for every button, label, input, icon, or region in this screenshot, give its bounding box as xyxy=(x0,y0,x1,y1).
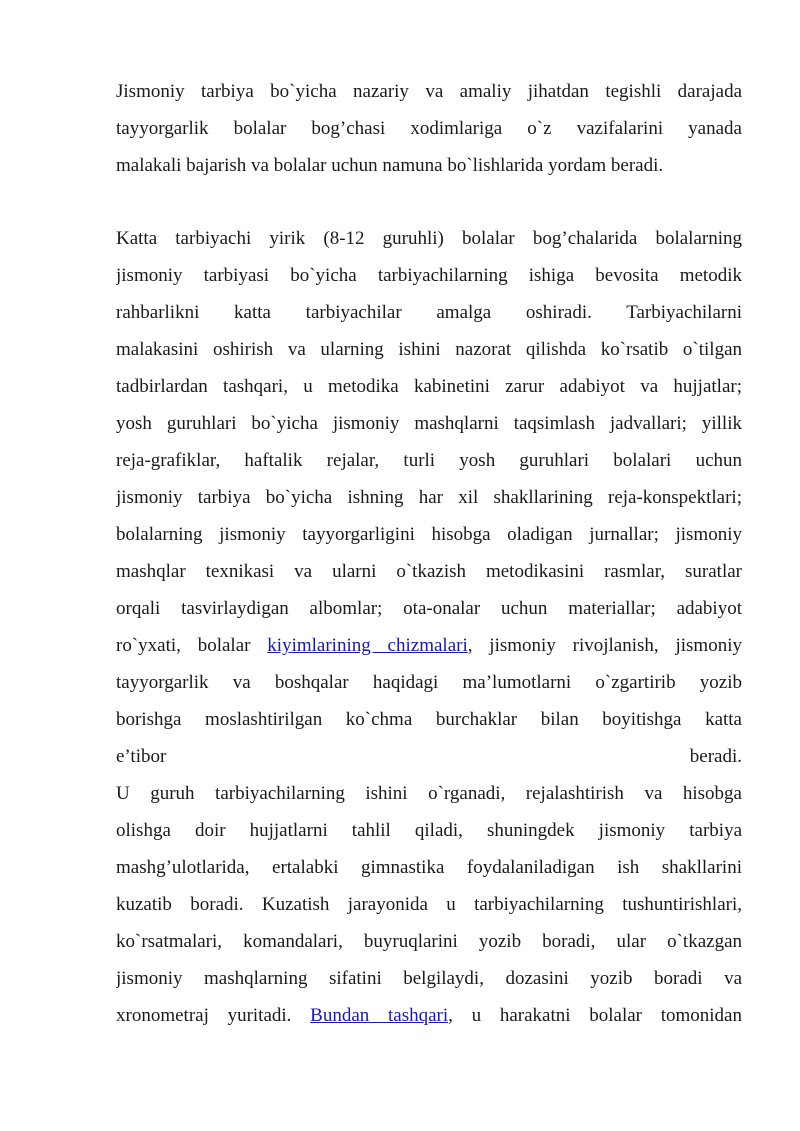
text-line: olishga doir hujjatlarni tahlil qiladi, shuningdek jismoniy tarbiya xyxy=(116,820,742,841)
text-line: ko`rsatmalari, komandalari, buyruqlarini yozib boradi, ular o`tkazgan xyxy=(116,931,742,952)
text-line: jismoniy tarbiyasi bo`yicha tarbiyachilarning ishiga bevosita metodik xyxy=(116,265,742,286)
text-line: Jismoniy tarbiya bo`yicha nazariy va amaliy jihatdan tegishli darajada xyxy=(116,81,742,102)
kiyimlarining-chizmalari-link[interactable]: kiyimlarining chizmalari xyxy=(267,635,468,656)
text-line: jismoniy mashqlarning sifatini belgilaydi, dozasini yozib boradi va xyxy=(116,968,742,989)
text-line-with-link xyxy=(116,997,742,1034)
text-line: kuzatib boradi. Kuzatish jarayonida u tarbiyachilarning tushuntirishlari, xyxy=(116,894,742,915)
text-segment: , jismoniy rivojlanish, jismoniy xyxy=(467,635,742,656)
paragraph-1 xyxy=(116,73,742,184)
text-line: orqali tasvirlaydigan albomlar; ota-onalar uchun materiallar; adabiyot xyxy=(116,598,742,619)
text-segment: ro`yxati, bolalar xyxy=(116,635,268,656)
bundan-tashqari-link[interactable]: Bundan tashqari xyxy=(310,1005,449,1026)
text-line-with-link xyxy=(116,627,742,664)
text-line: borishga moslashtirilgan ko`chma burchaklar bilan boyitishga katta xyxy=(116,709,742,730)
text-line: reja-grafiklar, haftalik rejalar, turli yosh guruhlari bolalari uchun xyxy=(116,450,742,471)
paragraph-2 xyxy=(116,220,742,775)
text-line: rahbarlikni katta tarbiyachilar amalga oshiradi. Tarbiyachilarni xyxy=(116,302,742,323)
text-line: bolalarning jismoniy tayyorgarligini hisobga oladigan jurnallar; jismoniy xyxy=(116,524,742,545)
text-line: Katta tarbiyachi yirik (8-12 guruhli) bolalar bog’chalarida bolalarning xyxy=(116,228,742,249)
text-line: malakali bajarish va bolalar uchun namuna bo`lishlarida yordam beradi. xyxy=(116,155,664,176)
text-line: tayyorgarlik va boshqalar haqidagi ma’lumotlarni o`zgartirib yozib xyxy=(116,672,742,693)
text-segment: xronometraj yuritadi. xyxy=(116,1005,311,1026)
text-line: U guruh tarbiyachilarning ishini o`rganadi, rejalashtirish va hisobga xyxy=(116,783,742,804)
text-line: malakasini oshirish va ularning ishini nazorat qilishda ko`rsatib o`tilgan xyxy=(116,339,742,360)
text-segment: , u harakatni bolalar tomonidan xyxy=(448,1005,742,1026)
paragraph-3 xyxy=(116,775,742,1034)
text-line: yosh guruhlari bo`yicha jismoniy mashqlarni taqsimlash jadvallari; yillik xyxy=(116,413,742,434)
text-line: tayyorgarlik bolalar bog’chasi xodimlariga o`z vazifalarini yanada xyxy=(116,118,742,139)
text-line: tadbirlardan tashqari, u metodika kabinetini zarur adabiyot va hujjatlar; xyxy=(116,376,742,397)
text-line: mashg’ulotlarida, ertalabki gimnastika foydalaniladigan ish shakllarini xyxy=(116,857,742,878)
text-line: mashqlar texnikasi va ularni o`tkazish metodikasini rasmlar, suratlar xyxy=(116,561,742,582)
text-line: jismoniy tarbiya bo`yicha ishning har xil shakllarining reja-konspektlari; xyxy=(116,487,742,508)
text-line: e’tibor beradi. xyxy=(116,746,742,767)
